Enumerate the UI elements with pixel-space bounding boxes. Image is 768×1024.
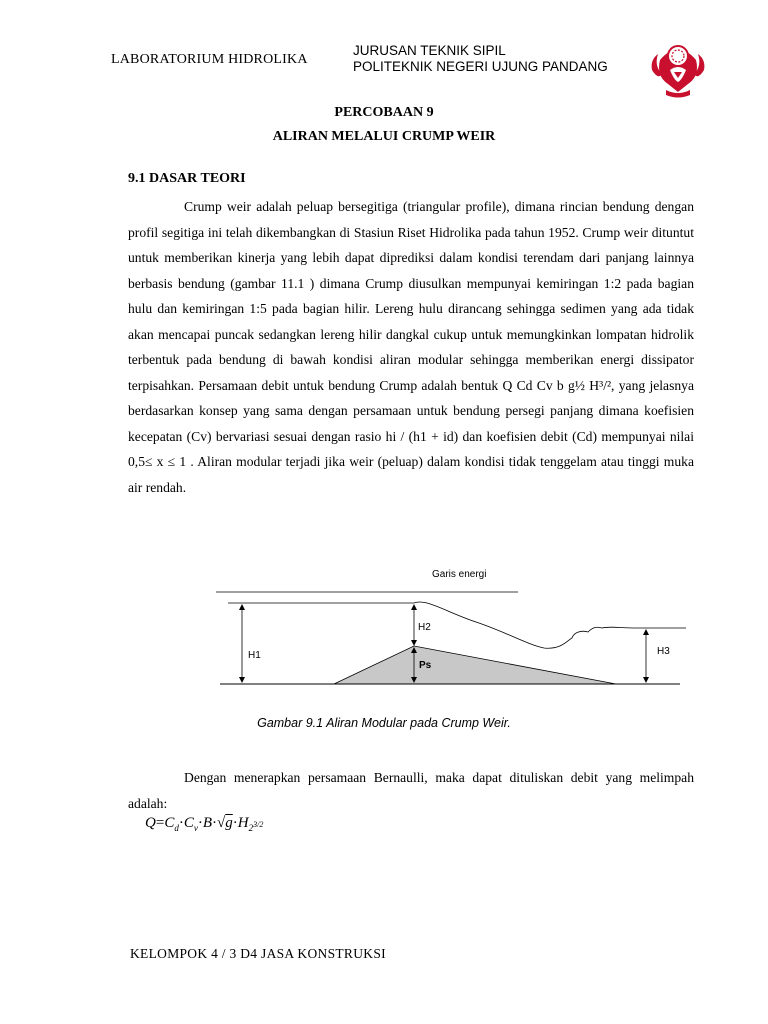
formula-g: g (225, 815, 233, 831)
h1-arrow-bottom (239, 677, 245, 683)
department-line: JURUSAN TEKNIK SIPIL (353, 43, 506, 58)
formula-sup-h: 3/2 (253, 820, 264, 829)
page-footer: KELOMPOK 4 / 3 D4 JASA KONSTRUKSI (130, 946, 386, 961)
bernoulli-paragraph (128, 765, 694, 816)
weir-body (334, 646, 616, 684)
h2-label: H2 (418, 622, 431, 633)
h2-arrow-bottom (411, 640, 417, 646)
crump-weir-figure (216, 560, 686, 700)
formula-c: C (183, 815, 194, 831)
lab-name: LABORATORIUM HIDROLIKA (111, 52, 308, 67)
h3-arrow-bottom (643, 677, 649, 683)
h1-label: H1 (248, 650, 261, 661)
formula-sub-d: d (174, 823, 179, 833)
h3-label: H3 (657, 646, 670, 657)
experiment-title: ALIRAN MELALUI CRUMP WEIR (272, 129, 496, 144)
sqrt-icon: √ (217, 815, 226, 831)
institution-logo (648, 40, 708, 100)
formula-equals: = (155, 815, 165, 831)
figure-caption: Gambar 9.1 Aliran Modular pada Crump Weir. (257, 716, 511, 730)
water-surface-profile (414, 602, 686, 648)
paragraph-text: Crump weir adalah peluap bersegitiga (triangular profile), dimana rincian bendung dengan profil segitiga ini telah dikembangkan di Stasiun Riset Hidrolika pada tahun 1952. Crump weir dituntut untuk memberikan kinerja yang lebih dapat diprediksi dalam kondisi terendam dari panjang lainnya berbasis bendung (gambar 11.1 ) dimana Crump diusulkan mempunyai kemiringan 1:2 pada bagian hulu dan kemiringan 1:5 pada bagian hilir. Lereng hulu dirancang sehingga sedimen yang ada tidak akan mencapai puncak sedangkan lereng hilir dangkal cukup untuk memungkinkan lompatan hidrolik terbentuk pada bendung di bawah kondisi aliran modular sehingga memberikan energi dissipator terpisahkan. Persamaan debit untuk bendung Crump adalah bentuk Q Cd Cv b g½ H³/², yang jelasnya berdasarkan konsep yang sama dengan persamaan untuk bendung persegi panjang dimana koefisien kecepatan (Cv) bervariasi sesuai dengan rasio hi / (h1 + id) dan koefisien debit (Cd) mempunyai nilai 0,5≤ x ≤ 1 . Aliran modular terjadi jika weir (peluap) dalam kondisi tidak tenggelam atau tinggi muka air rendah. (128, 199, 694, 495)
formula-sub-h: 2 (248, 823, 254, 833)
formula-b: B (202, 815, 213, 831)
formula-q: Q (145, 815, 156, 831)
theory-paragraph (128, 194, 694, 500)
section-heading: 9.1 DASAR TEORI (128, 171, 246, 186)
institution-line: POLITEKNIK NEGERI UJUNG PANDANG (353, 59, 608, 74)
formula-c: C (164, 815, 175, 831)
h2-arrow-top (411, 604, 417, 610)
h1-arrow-top (239, 604, 245, 610)
experiment-number: PERCOBAAN 9 (334, 105, 434, 120)
discharge-formula: $Q=C_d\cdot C_v\cdot B\cdot√g\cdot H_{23/2}$ (145, 815, 264, 833)
ps-label: Ps (419, 660, 432, 671)
formula-h: H (237, 815, 249, 831)
paragraph-text: Dengan menerapkan persamaan Bernaulli, maka dapat dituliskan debit yang melimpah adalah: (128, 770, 694, 811)
department-block (353, 43, 608, 75)
h3-arrow-top (643, 629, 649, 635)
energy-line-label: Garis energi (432, 569, 487, 580)
formula-sub-v: v (193, 823, 198, 833)
